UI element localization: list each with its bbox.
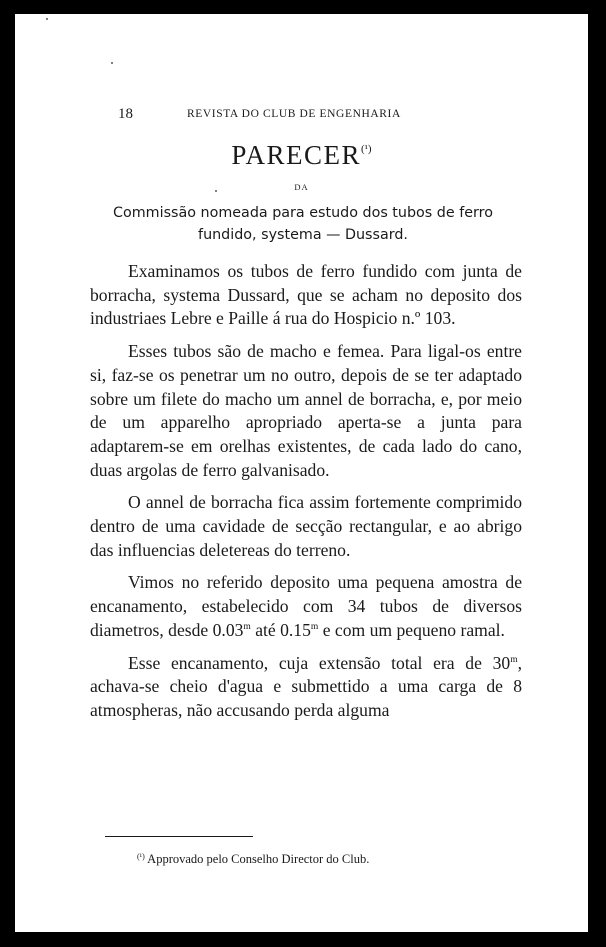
paragraph-5-text-b: , achava-se cheio d'agua e submettido a uma carga de 8 atmospheras, não accusando perda alguma: [90, 652, 522, 720]
paragraph-5-text-a: Esse encanamento, cuja extensão total era de 30: [128, 652, 511, 673]
title-footnote-mark: (¹): [360, 143, 372, 155]
article-subtitle: Commissão nomeada para estudo dos tubos de ferro fundido, systema — Dussard.: [113, 205, 493, 243]
paragraph-1: Examinamos os tubos de ferro fundido com junta de borracha, systema Dussard, que se acham no deposito dos industriaes Lebre e Paille á rua do Hospicio n.º 103.: [90, 261, 522, 329]
footnote-text: Approvado pelo Conselho Director do Club.: [144, 852, 370, 866]
unit-metre: m: [310, 621, 319, 632]
running-head: [15, 106, 588, 126]
paragraph-5: [90, 652, 522, 723]
article-title: [15, 140, 588, 171]
paragraph-4-text-b: até 0.15: [250, 619, 311, 640]
footnote-rule: [105, 836, 253, 837]
paragraph-4: [90, 571, 522, 642]
paragraph-3: O annel de borracha fica assim fortemente comprimido dentro de uma cavidade de secção rectangular, e ao abrigo das influencias deletereas do terreno.: [90, 492, 522, 560]
title-connector: DA: [294, 182, 309, 192]
paragraph-2: Esses tubos são de macho e femea. Para ligal-os entre si, faz-se os penetrar um no outro, depois de se ter adaptado sobre um filete do macho um annel de borracha, e, por meio de um apparelho apropriado aperta-se a junta para adaptarem-se em orelhas existentes, de cada lado do cano, duas argolas de ferro galvanisado.: [90, 341, 522, 480]
print-speck: [111, 62, 113, 64]
unit-metre: m: [510, 654, 518, 665]
paragraph-4-text-c: e com um pequeno ramal.: [318, 619, 505, 640]
unit-metre: m: [243, 621, 251, 632]
title-text: PARECER: [231, 140, 361, 170]
page-number: 18: [118, 106, 133, 122]
footnote-mark: (¹): [137, 852, 145, 861]
article-body: [90, 260, 522, 732]
print-speck: [46, 18, 48, 20]
journal-title: REVISTA DO CLUB DE ENGENHARIA: [187, 108, 401, 120]
footnote: [137, 852, 369, 867]
paragraph-4-text-a: Vimos no referido deposito uma pequena amostra de encanamento, estabelecido com 34 tubos de diversos diametros, desde 0.03: [90, 572, 522, 640]
book-page: [15, 14, 588, 932]
